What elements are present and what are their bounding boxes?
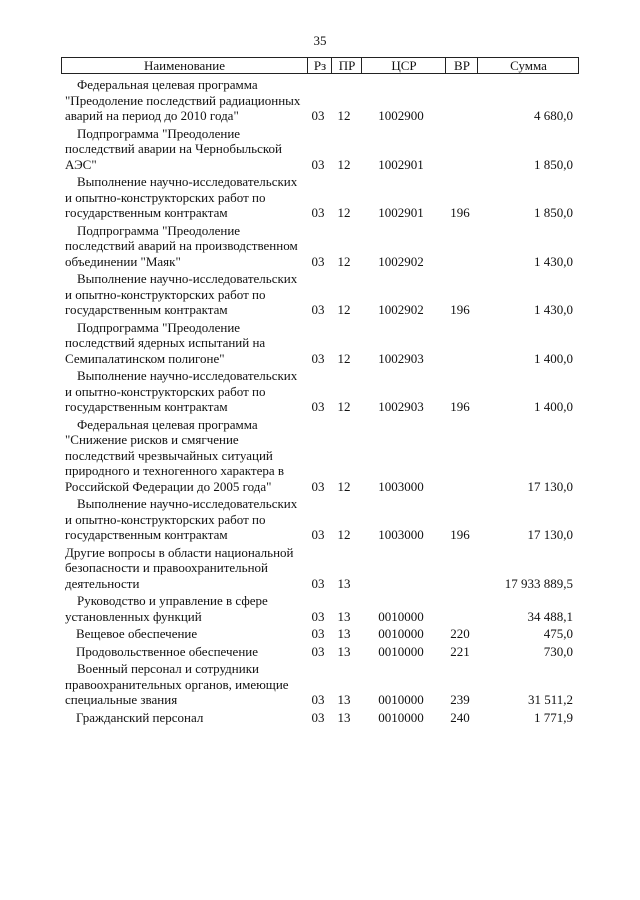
row-name: Федеральная целевая программа "Снижение рисков и смягчение последствий чрезвычайных ситуаций природного и техногенного характера в Российской Федерации до 2005 года" bbox=[65, 416, 285, 494]
row-name: Выполнение научно-исследовательских и опытно-конструкторских работ по государственным контрактам bbox=[65, 271, 298, 317]
row-sum: 31 511,2 bbox=[527, 692, 573, 707]
row-csr: 1003000 bbox=[378, 527, 424, 542]
table-row bbox=[61, 320, 579, 367]
row-sum: 1 850,0 bbox=[534, 156, 573, 172]
row-vr: 196 bbox=[450, 302, 470, 317]
row-pr: 13 bbox=[337, 608, 351, 624]
row-pr: 12 bbox=[337, 253, 351, 269]
budget-table bbox=[61, 57, 579, 725]
row-sum: 17 933 889,5 bbox=[504, 575, 573, 591]
row-pr: 12 bbox=[337, 399, 351, 414]
header-pr: ПР bbox=[331, 58, 362, 73]
row-pr: 13 bbox=[337, 643, 351, 659]
row-name: Подпрограмма "Преодоление последствий аварий на производственном объединении "Маяк" bbox=[65, 222, 298, 269]
table-row bbox=[61, 496, 579, 543]
page-number: 35 bbox=[313, 33, 327, 48]
row-sum: 730,0 bbox=[543, 643, 573, 659]
row-csr: 1002900 bbox=[378, 108, 424, 123]
row-rz: 03 bbox=[311, 108, 325, 123]
table-row bbox=[61, 223, 579, 270]
row-csr: 1002903 bbox=[378, 399, 424, 414]
row-csr: 1003000 bbox=[378, 478, 424, 494]
row-sum: 4 680,0 bbox=[534, 108, 573, 123]
row-csr: 1002901 bbox=[378, 156, 424, 172]
row-rz: 03 bbox=[311, 478, 325, 494]
table-row bbox=[61, 593, 579, 624]
row-vr: 196 bbox=[450, 205, 470, 220]
row-rz: 03 bbox=[311, 156, 325, 172]
row-name: Подпрограмма "Преодоление последствий ядерных испытаний на Семипалатинском полигоне" bbox=[65, 319, 266, 366]
row-sum: 1 400,0 bbox=[534, 350, 573, 366]
row-pr: 12 bbox=[337, 350, 351, 366]
header-rz: Рз bbox=[307, 58, 332, 73]
row-name: Руководство и управление в сфере установленных функций bbox=[65, 593, 268, 624]
row-pr: 13 bbox=[337, 626, 351, 641]
row-sum: 1 430,0 bbox=[534, 302, 573, 317]
row-rz: 03 bbox=[311, 205, 325, 220]
row-name: Другие вопросы в области национальной безопасности и правоохранительной деятельности bbox=[65, 544, 294, 591]
row-sum: 17 130,0 bbox=[527, 527, 573, 542]
table-row bbox=[61, 626, 579, 642]
table-row bbox=[61, 661, 579, 708]
row-name: Выполнение научно-исследовательских и опытно-конструкторских работ по государственным контрактам bbox=[65, 368, 298, 414]
table-row bbox=[61, 710, 579, 726]
row-pr: 13 bbox=[337, 709, 351, 725]
row-csr: 0010000 bbox=[378, 692, 424, 707]
row-csr: 0010000 bbox=[378, 608, 424, 624]
row-name: Подпрограмма "Преодоление последствий аварии на Чернобыльской АЭС" bbox=[65, 125, 282, 172]
row-sum: 34 488,1 bbox=[527, 608, 573, 624]
row-name: Федеральная целевая программа "Преодоление последствий радиационных аварий на период до 2010 года" bbox=[65, 77, 301, 123]
header-vr: ВР bbox=[445, 58, 478, 73]
row-name: Продовольственное обеспечение bbox=[76, 643, 258, 659]
row-vr: 221 bbox=[450, 643, 470, 659]
row-pr: 12 bbox=[337, 527, 351, 542]
row-vr: 220 bbox=[450, 626, 470, 641]
row-sum: 1 400,0 bbox=[534, 399, 573, 414]
table-row bbox=[61, 644, 579, 660]
row-pr: 12 bbox=[337, 478, 351, 494]
row-csr: 1002902 bbox=[378, 302, 424, 317]
row-rz: 03 bbox=[311, 399, 325, 414]
row-pr: 12 bbox=[337, 302, 351, 317]
row-vr: 240 bbox=[450, 709, 470, 725]
row-rz: 03 bbox=[311, 527, 325, 542]
row-csr: 0010000 bbox=[378, 709, 424, 725]
row-vr: 196 bbox=[450, 527, 470, 542]
row-csr: 0010000 bbox=[378, 626, 424, 641]
row-csr: 1002902 bbox=[378, 253, 424, 269]
row-name: Выполнение научно-исследовательских и опытно-конструкторских работ по государственным контрактам bbox=[65, 174, 298, 220]
header-name: Наименование bbox=[144, 58, 225, 73]
row-rz: 03 bbox=[311, 692, 325, 707]
row-pr: 12 bbox=[337, 205, 351, 220]
row-rz: 03 bbox=[311, 302, 325, 317]
row-pr: 13 bbox=[337, 692, 351, 707]
row-pr: 13 bbox=[337, 575, 351, 591]
row-rz: 03 bbox=[311, 608, 325, 624]
row-pr: 12 bbox=[337, 156, 351, 172]
row-name: Военный персонал и сотрудники правоохранительных органов, имеющие специальные звания bbox=[65, 661, 289, 707]
row-rz: 03 bbox=[311, 253, 325, 269]
table-row bbox=[61, 368, 579, 415]
row-sum: 1 771,9 bbox=[534, 709, 573, 725]
row-vr: 196 bbox=[450, 399, 470, 414]
table-row bbox=[61, 77, 579, 124]
row-rz: 03 bbox=[311, 643, 325, 659]
table-row bbox=[61, 417, 579, 495]
row-name: Выполнение научно-исследовательских и опытно-конструкторских работ по государственным контрактам bbox=[65, 496, 298, 542]
row-rz: 03 bbox=[311, 575, 325, 591]
row-rz: 03 bbox=[311, 350, 325, 366]
table-body bbox=[61, 77, 579, 725]
table-row bbox=[61, 545, 579, 592]
row-rz: 03 bbox=[311, 709, 325, 725]
table-row bbox=[61, 174, 579, 221]
row-name: Гражданский персонал bbox=[76, 709, 204, 725]
row-pr: 12 bbox=[337, 108, 351, 123]
row-sum: 1 850,0 bbox=[534, 205, 573, 220]
table-row bbox=[61, 271, 579, 318]
table-header bbox=[61, 57, 579, 74]
row-name: Вещевое обеспечение bbox=[76, 626, 198, 641]
row-rz: 03 bbox=[311, 626, 325, 641]
row-csr: 0010000 bbox=[378, 643, 424, 659]
header-sum: Сумма bbox=[477, 58, 579, 73]
row-csr: 1002901 bbox=[378, 205, 424, 220]
row-sum: 17 130,0 bbox=[527, 478, 573, 494]
row-vr: 239 bbox=[450, 692, 470, 707]
table-row bbox=[61, 126, 579, 173]
row-sum: 475,0 bbox=[543, 626, 573, 641]
row-csr: 1002903 bbox=[378, 350, 424, 366]
row-sum: 1 430,0 bbox=[534, 253, 573, 269]
header-csr: ЦСР bbox=[361, 58, 446, 73]
